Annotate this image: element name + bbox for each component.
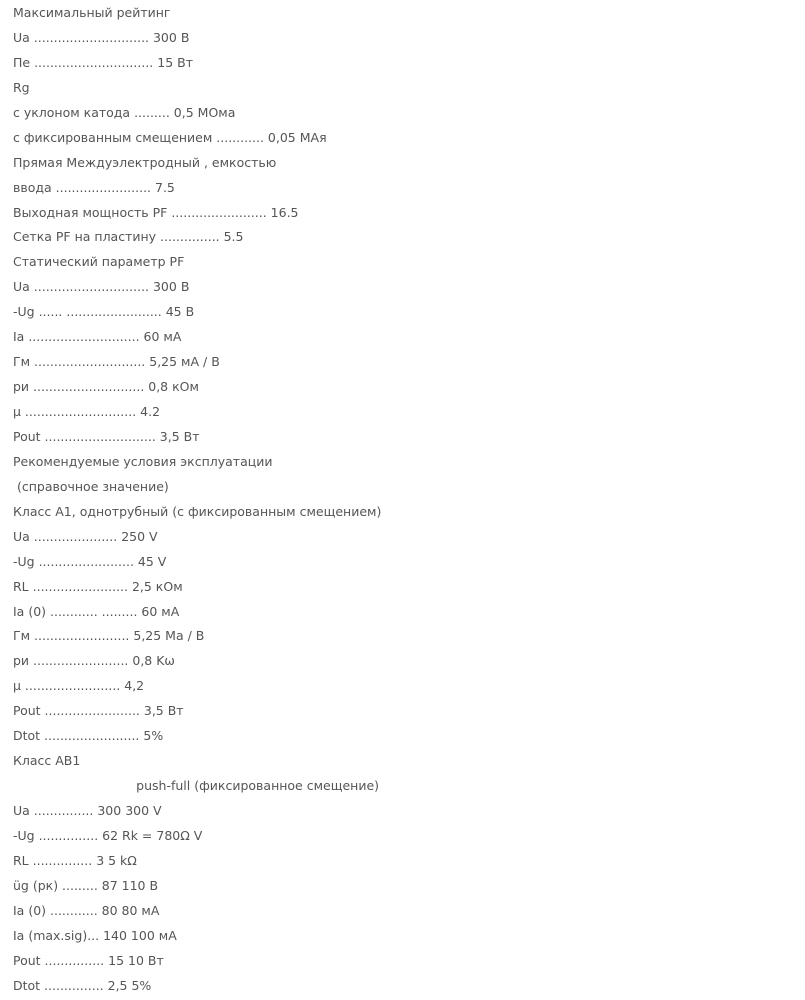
spec-line-ri: ри ............................ 0,8 кОм [13,379,199,395]
section-heading-recommended: Рекомендуемые условия эксплуатации [13,453,273,469]
spec-line-ia0: Ia (0) ............ 80 80 мА [13,902,160,918]
spec-line-mu: μ ........................ 4,2 [13,678,145,694]
spec-line-ia0: Ia (0) ............ ......... 60 мА [13,603,180,619]
spec-line-fixed-bias: с фиксированным смещением ............ 0,05 МАя [13,129,327,145]
section-heading-static: Статический параметр PF [13,254,185,270]
spec-line-pout: Pout ............................ 3,5 Вт [13,428,200,444]
spec-line-rg: Rg [13,79,30,95]
section-subheading-push-pull: push-full (фиксированное смещение) [13,778,380,794]
section-heading-capacitance: Прямая Междуэлектродный , емкостью [13,154,277,170]
spec-line-mu: μ ............................ 4.2 [13,404,161,419]
spec-line-cathode-bias: с уклоном катода ......... 0,5 МОма [13,104,236,120]
spec-line-pout: Pout ........................ 3,5 Вт [13,703,184,719]
spec-line-ua: Ua ..................... 250 V [13,528,158,544]
spec-line-rl: RL ............... 3 5 kΩ [13,852,137,868]
spec-line-ri: ри ........................ 0,8 Kω [13,653,175,669]
spec-line-ia-max: Ia (max.sig)... 140 100 мА [13,927,177,943]
spec-text-block [13,1,793,999]
spec-line-ua: Ua ............................. 300 В [13,279,190,295]
spec-line-pout: Pout ............... 15 10 Вт [13,952,164,968]
spec-line-ug: -Ug ...... ........................ 45 В [13,304,195,320]
spec-line-input: ввода ........................ 7.5 [13,179,175,195]
spec-line-pe: Пе .............................. 15 Вт [13,54,193,70]
spec-line-ia: Ia ............................ 60 мА [13,329,182,345]
section-subheading-reference: (справочное значение) [13,478,169,494]
spec-line-dtot: Dtot ........................ 5% [13,728,164,744]
section-heading-class-ab1: Класс AB1 [13,753,81,769]
spec-line-ug: -Ug ............... 62 Rk = 780Ω V [13,827,203,843]
section-heading-class-a1: Класс A1, однотрубный (с фиксированным смещением) [13,503,382,519]
section-heading-max-rating: Максимальный рейтинг [13,5,171,20]
spec-line-ua: Ua ............................. 300 В [13,29,190,45]
spec-line-gm: Гм ........................ 5,25 Ма / В [13,628,205,644]
spec-line-grid-plate: Сетка PF на пластину ............... 5.5 [13,229,244,245]
spec-line-gm: Гм ............................ 5,25 мА / В [13,354,220,370]
spec-line-ua: Ua ............... 300 300 V [13,803,162,818]
spec-line-output: Выходная мощность PF ........................ 16.5 [13,204,299,220]
spec-line-ug-signal: üg (рк) ......... 87 110 В [13,877,159,893]
spec-line-dtot: Dtot ............... 2,5 5% [13,977,152,993]
spec-line-rl: RL ........................ 2,5 кОм [13,578,183,594]
spec-line-ug: -Ug ........................ 45 V [13,553,167,569]
